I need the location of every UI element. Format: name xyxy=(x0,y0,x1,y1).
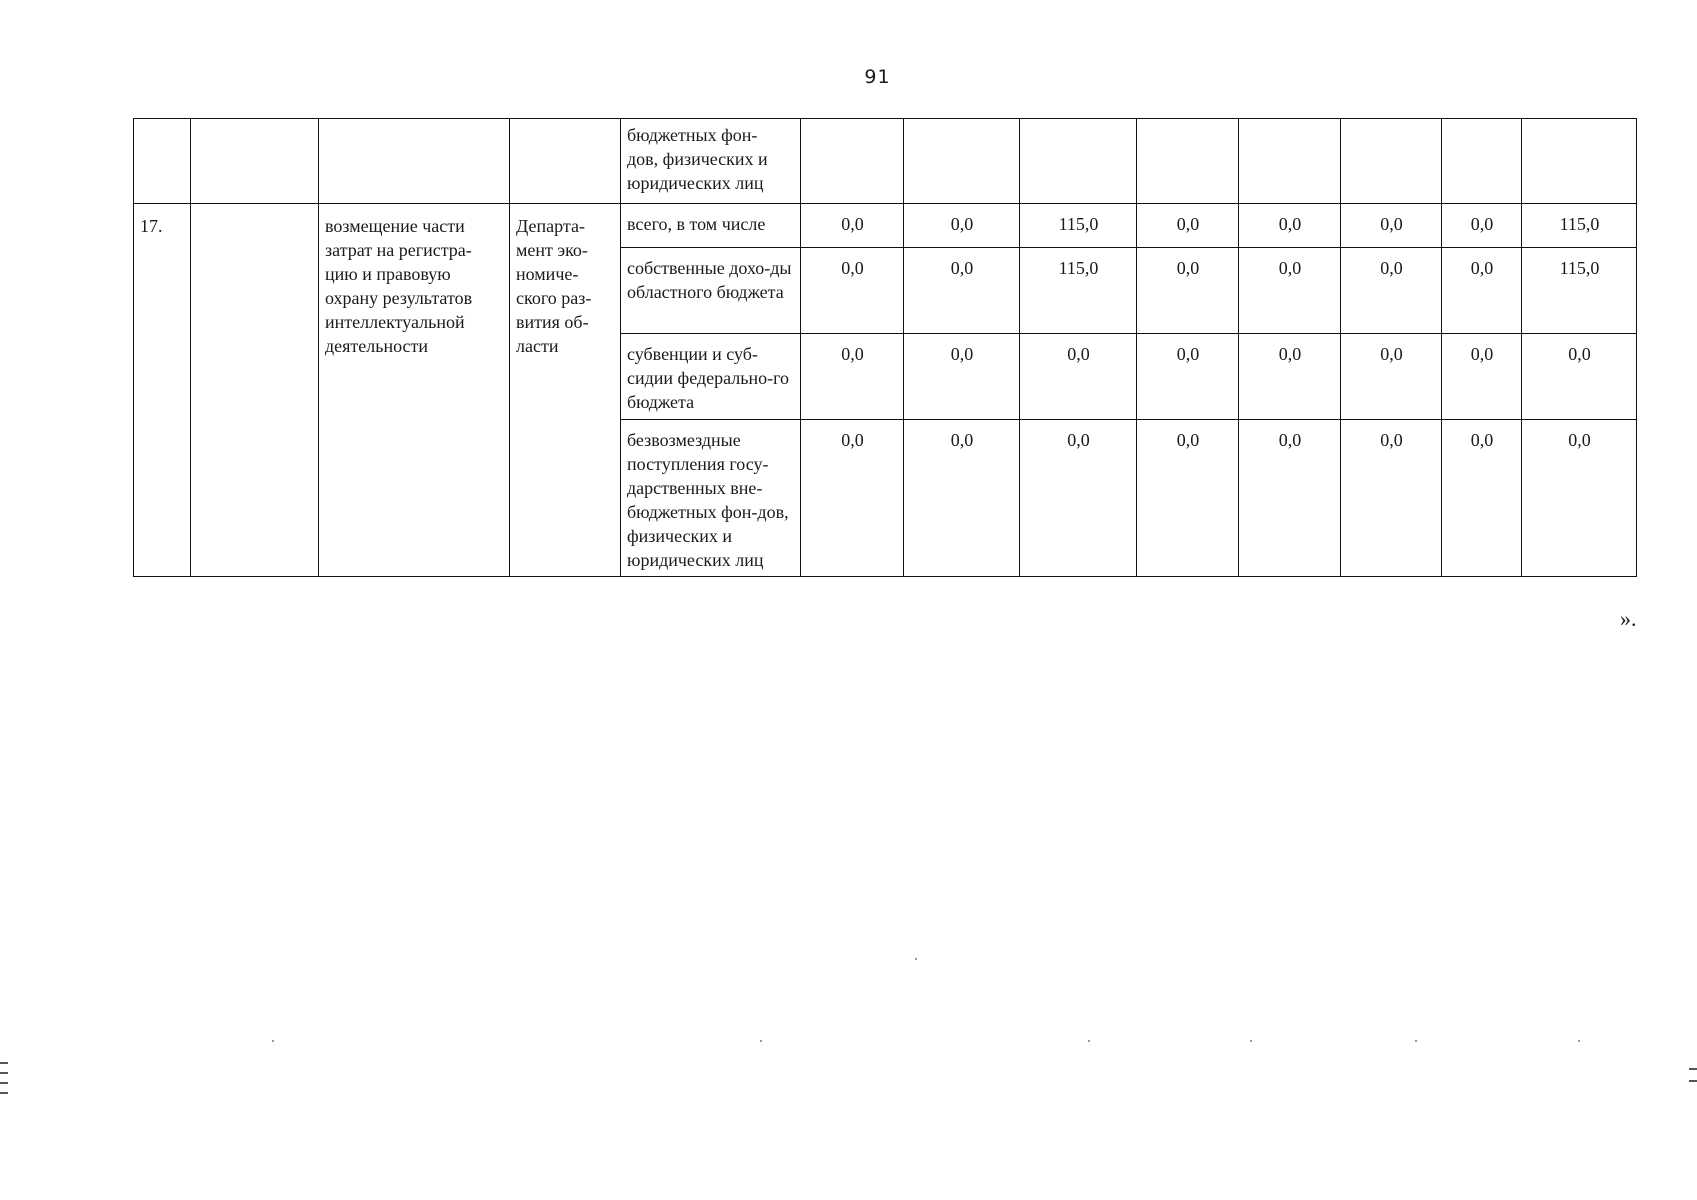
value-cell: 0,0 xyxy=(1239,248,1341,334)
value-cell xyxy=(1522,119,1637,204)
scan-edge-mark xyxy=(0,1092,8,1094)
value-cell: 0,0 xyxy=(1341,248,1442,334)
value-cell: 0,0 xyxy=(1020,334,1137,420)
value-cell: 0,0 xyxy=(904,248,1020,334)
empty-cell xyxy=(510,119,621,204)
executor-cell: Департа-мент эко-номиче-ского раз-вития об-ласти xyxy=(510,204,621,577)
scan-edge-mark xyxy=(1689,1080,1697,1082)
scan-edge-mark xyxy=(0,1062,8,1064)
scan-speck xyxy=(760,1040,762,1042)
source-cell: субвенции и суб-сидии федерально-го бюджета xyxy=(621,334,801,420)
value-cell: 0,0 xyxy=(801,248,904,334)
value-cell: 0,0 xyxy=(1239,334,1341,420)
value-cell: 0,0 xyxy=(1341,420,1442,577)
source-cell: собственные дохо-ды областного бюджета xyxy=(621,248,801,334)
value-cell: 0,0 xyxy=(1442,420,1522,577)
value-cell: 0,0 xyxy=(1522,420,1637,577)
value-cell xyxy=(1341,119,1442,204)
value-cell: 0,0 xyxy=(904,334,1020,420)
table-row-continuation xyxy=(134,119,1637,204)
scan-speck xyxy=(915,958,917,960)
value-cell: 0,0 xyxy=(1239,204,1341,248)
value-cell: 0,0 xyxy=(801,204,904,248)
value-cell xyxy=(1020,119,1137,204)
value-cell: 115,0 xyxy=(1020,248,1137,334)
value-cell: 0,0 xyxy=(1341,204,1442,248)
source-cell: всего, в том числе xyxy=(621,204,801,248)
value-cell: 115,0 xyxy=(1522,248,1637,334)
value-cell xyxy=(1442,119,1522,204)
description-cell: возмещение части затрат на регистра-цию и правовую охрану результатов интеллектуальной деятельности xyxy=(319,204,510,577)
scan-speck xyxy=(1415,1040,1417,1042)
value-cell: 0,0 xyxy=(801,334,904,420)
scan-edge-mark xyxy=(0,1072,8,1074)
source-cell: бюджетных фон- дов, физических и юридических лиц xyxy=(621,119,801,204)
page-number: 91 xyxy=(864,66,891,88)
value-cell: 0,0 xyxy=(801,420,904,577)
code-cell xyxy=(191,204,319,577)
value-cell xyxy=(1239,119,1341,204)
table-row xyxy=(134,204,1637,248)
scan-speck xyxy=(272,1040,274,1042)
value-cell xyxy=(1137,119,1239,204)
value-cell: 0,0 xyxy=(1341,334,1442,420)
source-cell: безвозмездные поступления госу-дарственных вне-бюджетных фон-дов, физических и юридических лиц xyxy=(621,420,801,577)
value-cell: 0,0 xyxy=(1442,204,1522,248)
value-cell: 0,0 xyxy=(1137,420,1239,577)
value-cell: 0,0 xyxy=(1442,334,1522,420)
closing-quote: ». xyxy=(1620,606,1637,631)
value-cell: 0,0 xyxy=(1137,248,1239,334)
value-cell: 0,0 xyxy=(904,420,1020,577)
budget-table xyxy=(133,118,1637,577)
value-cell: 0,0 xyxy=(1137,204,1239,248)
empty-cell xyxy=(134,119,191,204)
value-cell: 0,0 xyxy=(1522,334,1637,420)
scan-edge-mark xyxy=(1689,1068,1697,1070)
row-number-cell: 17. xyxy=(134,204,191,577)
empty-cell xyxy=(319,119,510,204)
value-cell: 0,0 xyxy=(1137,334,1239,420)
value-cell: 115,0 xyxy=(1522,204,1637,248)
empty-cell xyxy=(191,119,319,204)
value-cell xyxy=(904,119,1020,204)
scan-speck xyxy=(1578,1040,1580,1042)
value-cell: 0,0 xyxy=(1442,248,1522,334)
scan-edge-mark xyxy=(0,1082,8,1084)
scan-speck xyxy=(1250,1040,1252,1042)
value-cell: 0,0 xyxy=(904,204,1020,248)
value-cell: 0,0 xyxy=(1020,420,1137,577)
value-cell: 0,0 xyxy=(1239,420,1341,577)
scan-speck xyxy=(1088,1040,1090,1042)
value-cell xyxy=(801,119,904,204)
value-cell: 115,0 xyxy=(1020,204,1137,248)
